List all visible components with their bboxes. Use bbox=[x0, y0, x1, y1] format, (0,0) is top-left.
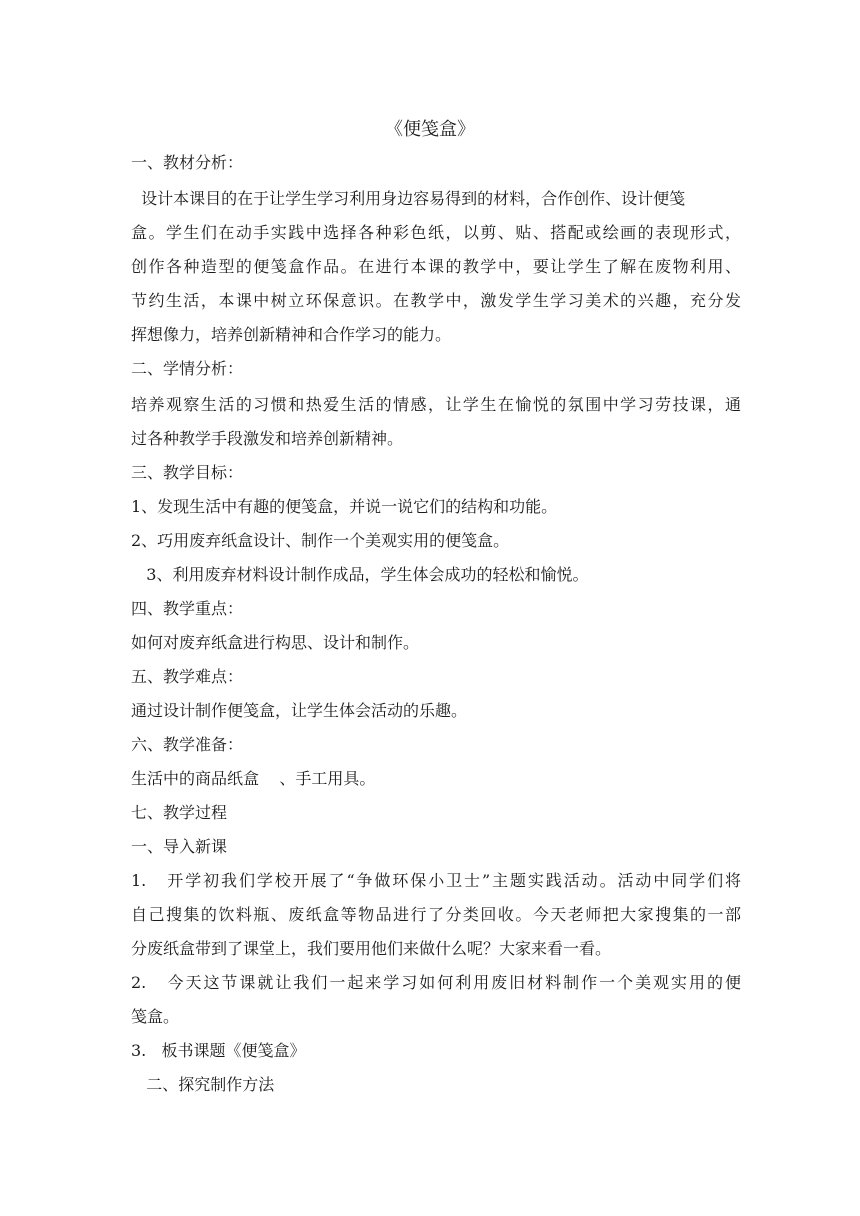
paragraph-line: 过各种教学手段激发和培养创新精神。 bbox=[131, 429, 404, 448]
document-title: 《便笺盒》 bbox=[385, 119, 475, 140]
paragraph-line: 如何对废弃纸盒进行构思、设计和制作。 bbox=[131, 633, 420, 652]
paragraph-line: 培养观察生活的习惯和热爱生活的情感，让学生在愉悦的氛围中学习劳技课，通 bbox=[131, 395, 741, 414]
goal-item: 2、巧用废弃纸盒设计、制作一个美观实用的便笺盒。 bbox=[131, 531, 510, 550]
heading-preparation: 六、教学准备： bbox=[131, 735, 244, 754]
goal-item: 1、发现生活中有趣的便笺盒，并说一说它们的结构和功能。 bbox=[131, 497, 558, 516]
paragraph-line: 设计本课目的在于让学生学习利用身边容易得到的材料，合作创作、设计便笺 bbox=[131, 189, 686, 208]
paragraph-line: 通过设计制作便笺盒，让学生体会活动的乐趣。 bbox=[131, 701, 468, 720]
paragraph-line: 节约生活，本课中树立环保意识。在教学中，激发学生学习美术的兴趣，充分发 bbox=[131, 291, 741, 310]
heading-explore-method: 二、探究制作方法 bbox=[131, 1075, 275, 1094]
paragraph-line: 分废纸盒带到了课堂上，我们要用他们来做什么呢？大家来看一看。 bbox=[131, 939, 612, 958]
paragraph-line: 创作各种造型的便笺盒作品。在进行本课的教学中，要让学生了解在废物利用、 bbox=[131, 257, 741, 276]
goal-item: 3、利用废弃材料设计制作成品，学生体会成功的轻松和愉悦。 bbox=[131, 565, 589, 584]
paragraph-line: 自己搜集的饮料瓶、废纸盒等物品进行了分类回收。今天老师把大家搜集的一部 bbox=[131, 905, 741, 924]
process-item: 3. 板书课题《便笺盒》 bbox=[131, 1041, 306, 1060]
process-item: 1. 开学初我们学校开展了“争做环保小卫士”主题实践活动。活动中同学们将 bbox=[131, 871, 741, 890]
heading-introduction: 一、导入新课 bbox=[131, 837, 228, 856]
paragraph-line: 生活中的商品纸盒 、手工用具。 bbox=[131, 769, 376, 788]
heading-teaching-process: 七、教学过程 bbox=[131, 803, 228, 822]
heading-difficult-points: 五、教学难点： bbox=[131, 667, 244, 686]
process-item: 2. 今天这节课就让我们一起来学习如何利用废旧材料制作一个美观实用的便 bbox=[131, 973, 741, 992]
heading-textbook-analysis: 一、教材分析： bbox=[131, 153, 244, 172]
heading-teaching-goals: 三、教学目标： bbox=[131, 463, 244, 482]
paragraph-line: 笺盒。 bbox=[131, 1007, 180, 1026]
paragraph-line: 盒。学生们在动手实践中选择各种彩色纸，以剪、贴、搭配或绘画的表现形式， bbox=[131, 223, 741, 242]
paragraph-line: 挥想像力，培养创新精神和合作学习的能力。 bbox=[131, 325, 452, 344]
heading-student-analysis: 二、学情分析： bbox=[131, 359, 244, 378]
heading-key-points: 四、教学重点： bbox=[131, 599, 244, 618]
